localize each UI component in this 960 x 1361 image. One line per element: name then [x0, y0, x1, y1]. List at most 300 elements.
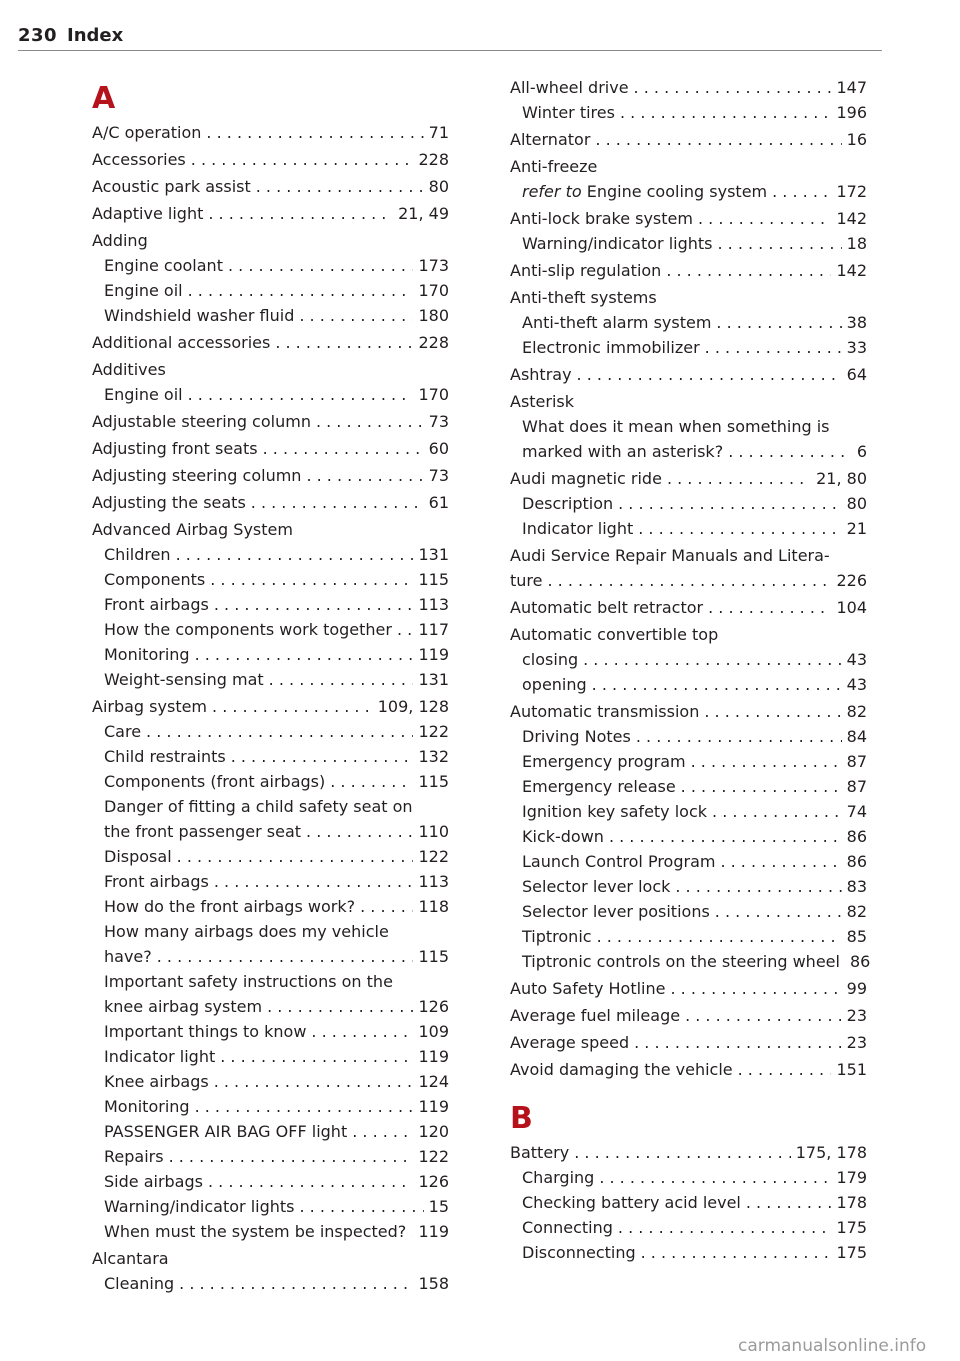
index-heading-asterisk-what-1: What does it mean when something is — [522, 417, 830, 436]
dot-leader — [728, 439, 852, 464]
entry-term: Anti-slip regulation — [510, 261, 662, 280]
dot-leader — [188, 382, 414, 407]
page-ref: 38 — [846, 313, 867, 332]
page-ref: 179 — [836, 1168, 867, 1187]
entry-term: Knee airbags — [104, 1072, 209, 1091]
watermark: carmanualsonline.info — [738, 1336, 927, 1356]
page-ref: 119 — [418, 1097, 449, 1116]
index-entry-awd-winter — [522, 100, 867, 125]
entry-term: Battery — [510, 1143, 570, 1162]
entry-term: Warning/indicator lights — [104, 1197, 295, 1216]
index-entry-accessories — [92, 147, 449, 172]
entry-term — [522, 179, 767, 204]
index-entry-as-repairs — [104, 1144, 449, 1169]
entry-term: opening — [522, 675, 587, 694]
entry-term: Ashtray — [510, 365, 572, 384]
entry-term: Ignition key safety lock — [522, 802, 708, 821]
index-entry-bat-charging — [522, 1165, 867, 1190]
index-entry-fuel — [510, 1003, 867, 1028]
entry-term: Engine oil — [104, 385, 183, 404]
page-ref: 73 — [428, 466, 449, 485]
index-heading-as-danger-1: Danger of fitting a child safety seat on — [104, 797, 413, 816]
entry-term: PASSENGER AIR BAG OFF light — [104, 1122, 348, 1141]
entry-term: Weight-sensing mat — [104, 670, 264, 689]
page-ref: 158 — [418, 1274, 449, 1293]
entry-term: Accessories — [92, 150, 186, 169]
index-entry-as-things — [104, 1019, 449, 1044]
page-ref: 142 — [836, 261, 867, 280]
entry-term: Selector lever positions — [522, 902, 710, 921]
dot-leader — [599, 1165, 831, 1190]
index-entry-as-front — [104, 869, 449, 894]
dot-leader — [177, 844, 414, 869]
index-entry-as-care — [104, 719, 449, 744]
dot-leader — [360, 894, 413, 919]
entry-term: Charging — [522, 1168, 595, 1187]
index-heading-as-howmany-1: How many airbags does my vehicle — [104, 922, 389, 941]
index-entry-auto-trans — [510, 699, 867, 724]
index-entry-conv-closing — [522, 647, 867, 672]
index-entry-as-howdo — [104, 894, 449, 919]
entry-term: Kick-down — [522, 827, 604, 846]
entry-term: Indicator light — [104, 1047, 216, 1066]
entry-term: How do the front airbags work? — [104, 897, 356, 916]
page-ref: 85 — [846, 927, 867, 946]
dot-leader — [641, 1240, 832, 1265]
entry-term: Average speed — [510, 1033, 630, 1052]
index-entry-at-emerg-rel — [522, 774, 867, 799]
dot-leader — [228, 253, 413, 278]
page-ref: 21 — [846, 519, 867, 538]
page-ref: 151 — [836, 1060, 867, 1079]
page-ref: 131 — [418, 670, 449, 689]
index-entry-at-tiptronic-wheel — [522, 949, 871, 974]
index-entry-as-important-2 — [104, 994, 449, 1019]
header-rule — [18, 50, 882, 51]
page-ref: 109 — [418, 1022, 449, 1041]
page-ref: 122 — [418, 1147, 449, 1166]
dot-leader — [708, 595, 831, 620]
entry-term: knee airbag system — [104, 997, 263, 1016]
dot-leader — [169, 1144, 414, 1169]
dot-leader — [698, 206, 831, 231]
page-ref: 23 — [846, 1033, 867, 1052]
dot-leader — [146, 719, 413, 744]
dot-leader — [256, 174, 424, 199]
index-entry-airbag-system — [92, 694, 449, 719]
index-entry-at-selector-pos — [522, 899, 867, 924]
entry-term: Tiptronic controls on the steering wheel — [522, 952, 840, 971]
dot-leader — [195, 642, 414, 667]
index-heading-conv-top: Automatic convertible top — [510, 625, 719, 644]
index-entry-amr-desc — [522, 491, 867, 516]
dot-leader — [666, 258, 831, 283]
dot-leader — [685, 1003, 842, 1028]
page-ref: 126 — [418, 997, 449, 1016]
dot-leader — [214, 1069, 414, 1094]
page-ref: 86 — [846, 827, 867, 846]
index-heading-antifreeze: Anti-freeze — [510, 157, 598, 176]
dot-leader — [583, 647, 842, 672]
dot-leader — [592, 672, 842, 697]
page-ref: 18 — [846, 234, 867, 253]
page-ref: 104 — [836, 598, 867, 617]
index-entry-additional-acc — [92, 330, 449, 355]
page-ref: 119 — [418, 1047, 449, 1066]
dot-leader — [188, 278, 414, 303]
index-entry-adj-front-seats — [92, 436, 449, 461]
index-entry-as-components — [104, 769, 449, 794]
dot-leader — [705, 335, 842, 360]
entry-term: How the components work together — [104, 620, 392, 639]
page-ref: 119 — [418, 645, 449, 664]
index-heading-asterisk: Asterisk — [510, 392, 575, 411]
index-entry-manuals-2 — [510, 568, 867, 593]
dot-leader — [311, 1019, 413, 1044]
entry-term: ture — [510, 571, 543, 590]
dot-leader — [411, 1219, 413, 1244]
page-ref: 16 — [846, 130, 867, 149]
page-ref: 175 — [836, 1218, 867, 1237]
page-ref: 83 — [846, 877, 867, 896]
entry-term: Emergency release — [522, 777, 676, 796]
page-ref: 82 — [846, 902, 867, 921]
dot-leader — [179, 1271, 413, 1296]
dot-leader — [267, 994, 413, 1019]
index-entry-abs — [510, 206, 867, 231]
dot-leader — [667, 466, 811, 491]
entry-term: Engine oil — [104, 281, 183, 300]
index-heading-adding: Adding — [92, 231, 148, 250]
index-entry-acoustic — [92, 174, 449, 199]
entry-term: A/C operation — [92, 123, 202, 142]
dot-leader — [595, 127, 841, 152]
entry-term: Adjusting front seats — [92, 439, 258, 458]
index-entry-adj-seats — [92, 490, 449, 515]
page-ref: 119 — [418, 1222, 449, 1241]
dot-leader — [157, 944, 414, 969]
dot-leader — [263, 436, 424, 461]
index-entry-aas-how — [104, 617, 449, 642]
dot-leader — [397, 617, 413, 642]
dot-leader — [716, 310, 841, 335]
entry-term: Important things to know — [104, 1022, 307, 1041]
dot-leader — [220, 1044, 413, 1069]
entry-term: Cleaning — [104, 1274, 175, 1293]
index-entry-at-driving — [522, 724, 867, 749]
page-ref: 147 — [836, 78, 867, 97]
dot-leader — [738, 1057, 832, 1082]
entry-term: Automatic transmission — [510, 702, 700, 721]
index-entry-adding-washer — [104, 303, 449, 328]
entry-term-rest: Engine cooling system — [581, 182, 768, 201]
entry-term: Anti-theft alarm system — [522, 313, 712, 332]
entry-term: Disposal — [104, 847, 172, 866]
entry-term: marked with an asterisk? — [522, 442, 724, 461]
dot-leader — [717, 231, 841, 256]
page-ref: 61 — [428, 493, 449, 512]
page-ref: 124 — [418, 1072, 449, 1091]
page-ref: 226 — [836, 571, 867, 590]
index-entry-ac-operation — [92, 120, 449, 145]
dot-leader — [212, 694, 373, 719]
entry-term: Winter tires — [522, 103, 615, 122]
index-heading-antitheft: Anti-theft systems — [510, 288, 657, 307]
dot-leader — [712, 799, 842, 824]
dot-leader — [306, 463, 423, 488]
page-ref: 64 — [846, 365, 867, 384]
page-ref: 178 — [836, 1193, 867, 1212]
dot-leader — [214, 592, 414, 617]
entry-term: Adaptive light — [92, 204, 204, 223]
index-entry-as-indicator — [104, 1044, 449, 1069]
entry-term-italic: refer to — [522, 182, 582, 201]
dot-leader — [618, 491, 842, 516]
entry-term: Repairs — [104, 1147, 164, 1166]
entry-term: have? — [104, 947, 152, 966]
page-ref: 175, 178 — [795, 1143, 867, 1162]
index-entry-at-emerg-prog — [522, 749, 867, 774]
entry-term: Selector lever lock — [522, 877, 671, 896]
dot-leader — [681, 774, 842, 799]
entry-term: Components (front airbags) — [104, 772, 326, 791]
page-ref: 23 — [846, 1006, 867, 1025]
index-entry-at-selector-lock — [522, 874, 867, 899]
page-ref: 126 — [418, 1172, 449, 1191]
entry-term: Additional accessories — [92, 333, 271, 352]
page-ref: 122 — [418, 847, 449, 866]
page-ref: 80 — [846, 494, 867, 513]
page-ref: 33 — [846, 338, 867, 357]
page-ref: 110 — [418, 822, 449, 841]
index-entry-as-child — [104, 744, 449, 769]
page-ref: 60 — [428, 439, 449, 458]
page-ref: 84 — [846, 727, 867, 746]
dot-leader — [772, 179, 831, 204]
entry-term: Tiptronic — [522, 927, 592, 946]
page-ref: 142 — [836, 209, 867, 228]
index-heading-manuals-1: Audi Service Repair Manuals and Litera- — [510, 546, 830, 565]
index-heading-as-important-1: Important safety instructions on the — [104, 972, 393, 991]
entry-term: Children — [104, 545, 171, 564]
dot-leader — [597, 924, 842, 949]
page-ref: 21, 80 — [816, 469, 867, 488]
page-ref: 113 — [418, 595, 449, 614]
entry-term: Avoid damaging the vehicle — [510, 1060, 733, 1079]
dot-leader — [195, 1094, 414, 1119]
index-entry-antifreeze-refer — [522, 179, 867, 204]
index-entry-awd — [510, 75, 867, 100]
index-entry-as-knee — [104, 1069, 449, 1094]
dot-leader — [577, 362, 842, 387]
entry-term: Auto Safety Hotline — [510, 979, 666, 998]
index-entry-antitheft-alarm — [522, 310, 867, 335]
entry-term: Monitoring — [104, 645, 190, 664]
entry-term: Electronic immobilizer — [522, 338, 700, 357]
entry-term: Connecting — [522, 1218, 613, 1237]
dot-leader — [636, 724, 842, 749]
index-column-right — [510, 75, 871, 1265]
index-entry-bat-acid — [522, 1190, 867, 1215]
entry-term: Airbag system — [92, 697, 208, 716]
index-entry-as-howmany-2 — [104, 944, 449, 969]
page-ref: 15 — [428, 1197, 449, 1216]
index-heading-advanced-airbag: Advanced Airbag System — [92, 520, 293, 539]
page-ref: 180 — [418, 306, 449, 325]
page-ref: 196 — [836, 103, 867, 122]
page-ref: 21, 49 — [398, 204, 449, 223]
index-heading-alcantara: Alcantara — [92, 1249, 169, 1268]
dot-leader — [618, 1215, 832, 1240]
page-ref: 82 — [846, 702, 867, 721]
index-entry-battery — [510, 1140, 867, 1165]
dot-leader — [231, 744, 414, 769]
dot-leader — [208, 1169, 413, 1194]
page-ref: 175 — [836, 1243, 867, 1262]
section-letter: A — [92, 81, 116, 116]
entry-term: Monitoring — [104, 1097, 190, 1116]
entry-term: Driving Notes — [522, 727, 631, 746]
page-ref: 132 — [418, 747, 449, 766]
entry-term: Description — [522, 494, 614, 513]
index-entry-amr-indicator — [522, 516, 867, 541]
dot-leader — [352, 1119, 413, 1144]
entry-term: Emergency program — [522, 752, 686, 771]
entry-term: Front airbags — [104, 595, 209, 614]
page-ref: 115 — [418, 772, 449, 791]
page-ref: 86 — [846, 852, 867, 871]
page-ref: 86 — [849, 952, 871, 971]
dot-leader — [251, 490, 424, 515]
index-entry-aas-children — [104, 542, 449, 567]
page-ref: 122 — [418, 722, 449, 741]
section-letter: B — [510, 1101, 533, 1136]
index-entry-as-monitoring — [104, 1094, 449, 1119]
dot-leader — [638, 516, 841, 541]
entry-term: Adjusting steering column — [92, 466, 302, 485]
page-ref: 170 — [418, 281, 449, 300]
index-entry-adaptive — [92, 201, 449, 226]
entry-term: When must the system be inspected? — [104, 1222, 407, 1241]
dot-leader — [691, 749, 842, 774]
page-header — [18, 22, 882, 52]
index-entry-at-launch — [522, 849, 867, 874]
index-heading-additives: Additives — [92, 360, 166, 379]
dot-leader — [609, 824, 842, 849]
page-ref: 99 — [846, 979, 867, 998]
index-entry-as-danger-2 — [104, 819, 449, 844]
index-entry-hotline — [510, 976, 867, 1001]
index-entry-additives-oil — [104, 382, 449, 407]
index-entry-speed — [510, 1030, 867, 1055]
dot-leader — [670, 976, 841, 1001]
dot-leader — [191, 147, 414, 172]
page-ref: 71 — [428, 123, 449, 142]
entry-term: Acoustic park assist — [92, 177, 251, 196]
dot-leader — [176, 542, 414, 567]
index-entry-aas-monitoring — [104, 642, 449, 667]
index-entry-as-passenger — [104, 1119, 449, 1144]
dot-leader — [675, 874, 841, 899]
index-entry-bat-connecting — [522, 1215, 867, 1240]
dot-leader — [620, 100, 831, 125]
dot-leader — [720, 849, 841, 874]
index-entry-adj-steering — [92, 463, 449, 488]
entry-term: Alternator — [510, 130, 591, 149]
page-ref: 109, 128 — [377, 697, 449, 716]
index-entry-amr — [510, 466, 867, 491]
index-entry-as-warning — [104, 1194, 449, 1219]
page-ref: 115 — [418, 570, 449, 589]
entry-term: Adjusting the seats — [92, 493, 246, 512]
dot-leader — [634, 75, 832, 100]
dot-leader — [574, 1140, 791, 1165]
page-ref: 80 — [428, 177, 449, 196]
page-ref: 120 — [418, 1122, 449, 1141]
dot-leader — [306, 819, 413, 844]
section-spacer — [510, 1082, 867, 1100]
page-number: 230 — [18, 25, 58, 46]
dot-leader — [704, 699, 841, 724]
index-entry-at-kickdown — [522, 824, 867, 849]
dot-leader — [299, 1194, 423, 1219]
page-ref: 170 — [418, 385, 449, 404]
dot-leader — [206, 120, 423, 145]
index-entry-abs-warning — [522, 231, 867, 256]
index-entry-aas-components — [104, 567, 449, 592]
index-column-left — [92, 80, 449, 1296]
page-ref: 113 — [418, 872, 449, 891]
index-entry-adding-coolant — [104, 253, 449, 278]
page-ref: 131 — [418, 545, 449, 564]
page-ref: 228 — [418, 333, 449, 352]
dot-leader — [547, 568, 831, 593]
index-entry-adding-oil — [104, 278, 449, 303]
index-entry-at-tiptronic — [522, 924, 867, 949]
entry-term: Anti-lock brake system — [510, 209, 693, 228]
entry-term: Adjustable steering column — [92, 412, 311, 431]
dot-leader — [275, 330, 413, 355]
page-ref: 87 — [846, 777, 867, 796]
dot-leader — [214, 869, 414, 894]
entry-term: Side airbags — [104, 1172, 203, 1191]
index-entry-as-disposal — [104, 844, 449, 869]
entry-term: Care — [104, 722, 142, 741]
dot-leader — [316, 409, 424, 434]
dot-leader — [330, 769, 413, 794]
page-ref: 118 — [418, 897, 449, 916]
entry-term: All-wheel drive — [510, 78, 629, 97]
page-ref: 172 — [836, 182, 867, 201]
entry-term: Indicator light — [522, 519, 634, 538]
index-entry-as-side — [104, 1169, 449, 1194]
index-entry-aas-weight — [104, 667, 449, 692]
entry-term: Average fuel mileage — [510, 1006, 681, 1025]
entry-term: Front airbags — [104, 872, 209, 891]
page-ref: 117 — [418, 620, 449, 639]
dot-leader — [269, 667, 414, 692]
dot-leader — [715, 899, 842, 924]
index-entry-alternator — [510, 127, 867, 152]
dot-leader — [634, 1030, 842, 1055]
entry-term: Components — [104, 570, 206, 589]
page-ref: 6 — [856, 442, 867, 461]
page-ref: 173 — [418, 256, 449, 275]
entry-term: Engine coolant — [104, 256, 223, 275]
page-ref: 43 — [846, 675, 867, 694]
page-ref: 73 — [428, 412, 449, 431]
index-entry-aas-front — [104, 592, 449, 617]
